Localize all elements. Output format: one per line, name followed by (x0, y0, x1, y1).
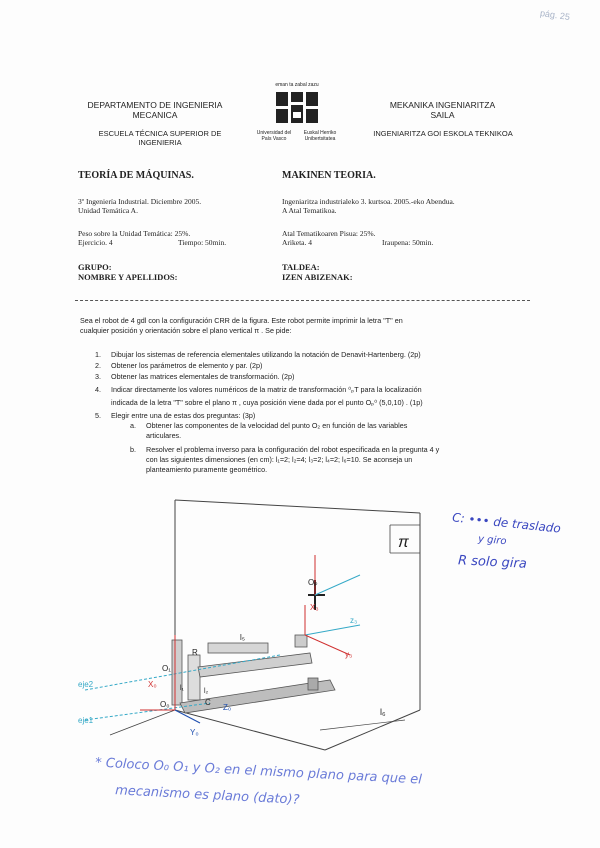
question-item (95, 385, 535, 398)
subquestion-line: planteamiento puramente geométrico. (146, 465, 268, 474)
question-number: 2. (95, 361, 101, 370)
logo-left-line1: Universidad del (256, 130, 292, 136)
group-label-es: GRUPO: (78, 262, 112, 272)
exercise-es: Ejercicio. 4 (78, 238, 113, 247)
robot-end-block (308, 678, 318, 690)
question-number: 3. (95, 372, 101, 381)
section-divider (75, 300, 530, 301)
university-logo (252, 82, 342, 154)
question-number: 1. (95, 350, 101, 359)
exam-weight-es (78, 229, 268, 247)
course-es: 3º Ingeniería Industrial. Diciembre 2005. (78, 197, 202, 206)
school-right: INGENIARITZA GOI ESKOLA TEKNIKOA (373, 129, 513, 138)
logo-left-text (252, 130, 296, 142)
label-l2: l₂ (204, 688, 209, 695)
subquestion-letter: b. (130, 445, 136, 454)
label-l5: l₅ (240, 633, 245, 642)
subquestion-list (130, 421, 535, 479)
logo-right-line2: Unibertsitatea (304, 136, 336, 142)
intro-line1: Sea el robot de 4 gdl con la configuración CRR de la figura. Este robot permite imprimir la letra "T" en (80, 316, 403, 325)
question-number: 5. (95, 411, 101, 420)
time-es: Tiempo: 50min. (178, 238, 227, 247)
label-x3: X₃ (310, 603, 319, 612)
handwritten-c-note: C: ••• de traslado (451, 510, 562, 536)
dept-right-line1: MEKANIKA INGENIARITZA (389, 100, 496, 110)
exercise-eu: Ariketa. 4 (282, 238, 312, 247)
label-x0: X₀ (148, 680, 157, 689)
question-number: 4. (95, 385, 101, 394)
label-o0: O₀ (160, 700, 170, 709)
subquestion-line: Obtener las componentes de la velocidad del punto O₂ en función de las variables (146, 421, 408, 430)
label-r: R (192, 648, 198, 657)
weight-es: Peso sobre la Unidad Temática: 25%. (78, 229, 191, 238)
logo-right-line1: Euskal Herriko (303, 130, 337, 136)
label-z0: Z₀ (223, 703, 232, 712)
subquestion-letter: a. (130, 421, 136, 430)
label-eje2: eje2 (78, 680, 94, 689)
name-label-es: NOMBRE Y APELLIDOS: (78, 272, 178, 282)
group-name-eu (282, 262, 353, 282)
exam-title-es: TEORÍA DE MÁQUINAS. (78, 170, 194, 181)
plane-label: π (398, 534, 409, 551)
question-text: Elegir entre una de estas dos preguntas: (3p) (111, 411, 256, 420)
logo-left-line2: País Vasco (261, 136, 287, 142)
name-label-eu: IZEN ABIZENAK: (282, 272, 353, 282)
handwritten-bottom-line1: * Coloco O₀ O₁ y O₂ en el mismo plano para que el (94, 755, 423, 788)
exam-title-eu: MAKINEN TEORIA. (282, 170, 376, 181)
figure-box-top-edge (175, 500, 420, 513)
dept-right-line2: SAILA (430, 110, 455, 120)
label-l6: l₆ (380, 707, 386, 717)
logo-right-text (298, 130, 342, 142)
question-text: Dibujar los sistemas de referencia elementales utilizando la notación de Denavit-Hartenberg. (2p) (111, 350, 421, 359)
exam-meta-eu (282, 197, 522, 215)
subquestion-item (130, 421, 535, 445)
question-item (95, 372, 535, 385)
course-eu: Ingeniaritza industrialeko 3. kurtsoa. 2005.-eko Abendua. (282, 197, 455, 206)
robot-wrist-block (295, 635, 307, 647)
handwritten-r-note: R solo gira (457, 553, 528, 572)
question-text: Obtener las matrices elementales de transformación. (2p) (111, 372, 295, 381)
label-y3: y₃ (345, 650, 353, 659)
question-item (95, 350, 535, 361)
question-text: indicada de la letra "T" sobre el plano π , cuya posición viene dada por el punto Oₚ⁰ (5,0,10) . (1p) (111, 398, 423, 407)
robot-arm-top (208, 643, 268, 653)
robot-figure (80, 495, 460, 760)
exam-meta-es (78, 197, 268, 215)
dept-left (70, 100, 240, 120)
weight-eu: Atal Tematikoaren Pisua: 25%. (282, 229, 376, 238)
school-left-line2: INGENIERIA (138, 138, 182, 147)
dept-left-line1: DEPARTAMENTO DE INGENIERIA (87, 100, 223, 110)
question-item (95, 361, 535, 372)
question-item-continued (95, 398, 535, 411)
intro-line2: cualquier posición y orientación sobre el plano vertical π . Se pide: (80, 326, 292, 335)
corner-pencil-note: pág. 25 (539, 7, 571, 23)
label-z3: z₃ (350, 616, 358, 625)
subquestion-item (130, 445, 535, 479)
label-op: Oₚ (308, 578, 318, 587)
group-label-eu: TALDEA: (282, 262, 320, 272)
handwritten-c-note2: y giro (477, 533, 507, 548)
dept-left-line2: MECANICA (132, 110, 178, 120)
logo-motto: eman ta zabal zazu (275, 82, 319, 88)
robot-arm-upper (198, 653, 312, 677)
figure-box-bottom-edge (325, 710, 420, 750)
label-l1: l₁ (180, 685, 184, 692)
handwritten-bottom-line2: mecanismo es plano (dato)? (114, 783, 300, 808)
question-text: Obtener los parámetros de elemento y par. (2p) (111, 361, 263, 370)
label-o1: O₁ (162, 664, 171, 673)
subquestion-line: articulares. (146, 431, 182, 440)
question-list (95, 350, 535, 422)
school-left-line1: ESCUELA TÉCNICA SUPERIOR DE (98, 129, 222, 138)
label-eje1: eje1 (78, 716, 94, 725)
question-text: Indicar directamente los valores numéricos de la matriz de transformación ⁰ₚT para la localización (111, 385, 422, 394)
label-c: C (205, 698, 211, 707)
exam-weight-eu (282, 229, 522, 247)
time-eu: Iraupena: 50min. (382, 238, 434, 247)
school-left (80, 129, 240, 147)
group-name-es (78, 262, 178, 282)
robot-link1 (188, 655, 200, 700)
dept-right (355, 100, 530, 120)
unit-eu: A Atal Tematikoa. (282, 206, 337, 215)
logo-emblem-icon (274, 90, 320, 126)
figure-floor-line (110, 710, 175, 735)
subquestion-line: Resolver el problema inverso para la configuración del robot especificada en la pregunta 4 y (146, 445, 440, 454)
problem-intro (80, 316, 540, 336)
unit-es: Unidad Temática A. (78, 206, 138, 215)
label-y0: Y₀ (190, 728, 199, 737)
subquestion-line: con las siguientes dimensiones (en cm): l₁=2; l₂=4; l₃=2; l₄=2; l₆=10. Se aconseja un (146, 455, 413, 464)
